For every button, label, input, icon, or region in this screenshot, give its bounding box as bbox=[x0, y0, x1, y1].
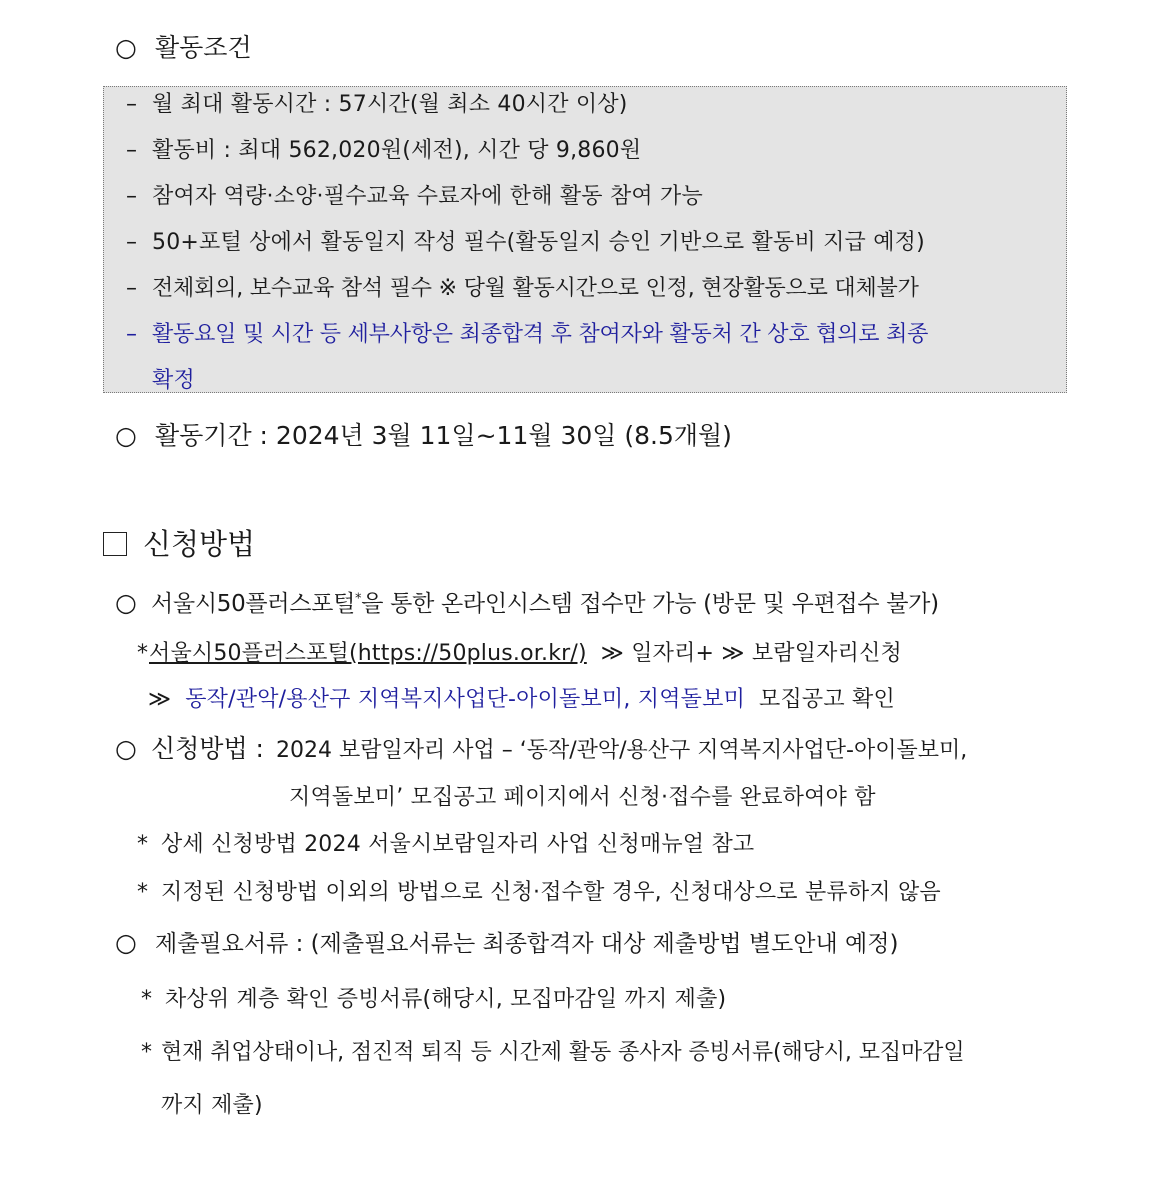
section-title bbox=[103, 522, 255, 563]
dash-bullet: – bbox=[126, 322, 137, 347]
method-text: 2024 보람일자리 사업 – ‘동작/관악/용산구 지역복지사업단-아이돌보미, bbox=[275, 738, 968, 763]
circle-bullet-icon: ○ bbox=[115, 928, 137, 957]
star-bullet: * bbox=[141, 987, 153, 1012]
circle-bullet-icon: ○ bbox=[115, 734, 137, 763]
footnote-star: * bbox=[355, 591, 362, 607]
star-bullet: * bbox=[141, 1040, 152, 1065]
method-label: 신청방법 : bbox=[151, 734, 264, 763]
condition-item: – 월 최대 활동시간 : 57시간(월 최소 40시간 이상) bbox=[126, 92, 628, 117]
required-docs-line: ○ 제출필요서류 : (제출필요서류는 최종합격자 대상 제출방법 별도안내 예정) bbox=[115, 928, 899, 957]
nav-arrow: ≫ bbox=[148, 687, 172, 712]
doc-item: * 현재 취업상태이나, 점진적 퇴직 등 시간제 활동 종사자 증빙서류(해당시, 모집마감일 bbox=[141, 1040, 965, 1065]
condition-item-highlight: – 활동요일 및 시간 등 세부사항은 최종합격 후 참여자와 활동처 간 상호 협의로 최종 bbox=[126, 322, 929, 347]
condition-item: – 참여자 역량·소양·필수교육 수료자에 한해 활동 참여 가능 bbox=[126, 184, 703, 209]
condition-item: – 50+포털 상에서 활동일지 작성 필수(활동일지 승인 기반으로 활동비 지급 예정) bbox=[126, 230, 925, 255]
activity-period-text: 활동기간 : 2024년 3월 11일~11월 30일 (8.5개월) bbox=[155, 421, 732, 450]
activity-period bbox=[115, 416, 732, 452]
dash-bullet: – bbox=[126, 230, 138, 255]
portal-nav-line: *서울시50플러스포털(https://50plus.or.kr/) ≫ 일자리+ ≫ 보람일자리신청 bbox=[137, 641, 902, 666]
doc-item-continuation: 까지 제출) bbox=[161, 1093, 263, 1118]
condition-item: – 활동비 : 최대 562,020원(세전), 시간 당 9,860원 bbox=[126, 138, 642, 163]
star-bullet: * bbox=[137, 832, 149, 857]
circle-bullet-icon: ○ bbox=[115, 588, 137, 617]
dash-bullet: – bbox=[126, 184, 138, 209]
dash-bullet: – bbox=[126, 276, 137, 301]
note-exclusion: * 지정된 신청방법 이외의 방법으로 신청·접수할 경우, 신청대상으로 분류하지 않음 bbox=[137, 880, 941, 905]
star-bullet: * bbox=[137, 880, 149, 905]
condition-item: – 전체회의, 보수교육 참석 필수 ※ 당월 활동시간으로 인정, 현장활동으로 대체불가 bbox=[126, 276, 919, 301]
doc-item: * 차상위 계층 확인 증빙서류(해당시, 모집마감일 까지 제출) bbox=[141, 987, 727, 1012]
recruit-target: 동작/관악/용산구 지역복지사업단-아이돌보미, 지역돌보미 bbox=[185, 687, 746, 712]
circle-bullet-icon: ○ bbox=[115, 33, 137, 62]
conditions-box bbox=[103, 86, 1067, 393]
circle-bullet-icon: ○ bbox=[115, 421, 137, 450]
portal-nav-line-2: ≫ 동작/관악/용산구 지역복지사업단-아이돌보미, 지역돌보미 모집공고 확인 bbox=[148, 687, 895, 712]
conditions-heading bbox=[115, 28, 252, 64]
conditions-title: 활동조건 bbox=[155, 33, 252, 62]
online-only-line: ○ 서울시50플러스포털*을 통한 온라인시스템 접수만 가능 (방문 및 우편접수 불가) bbox=[115, 588, 939, 617]
checkbox-square-icon bbox=[103, 532, 127, 556]
note-manual: * 상세 신청방법 2024 서울시보람일자리 사업 신청매뉴얼 참고 bbox=[137, 832, 755, 857]
method-text-continuation: 지역돌보미’ 모집공고 페이지에서 신청·접수를 완료하여야 함 bbox=[289, 785, 876, 810]
section-title-text: 신청방법 bbox=[143, 527, 256, 561]
dash-bullet: – bbox=[126, 138, 138, 163]
condition-item-continuation: 확정 bbox=[152, 368, 195, 393]
portal-link[interactable]: 서울시50플러스포털(https://50plus.or.kr/) bbox=[149, 641, 587, 666]
method-line bbox=[115, 729, 967, 765]
dash-bullet: – bbox=[126, 92, 138, 117]
star-bullet: * bbox=[137, 641, 149, 666]
